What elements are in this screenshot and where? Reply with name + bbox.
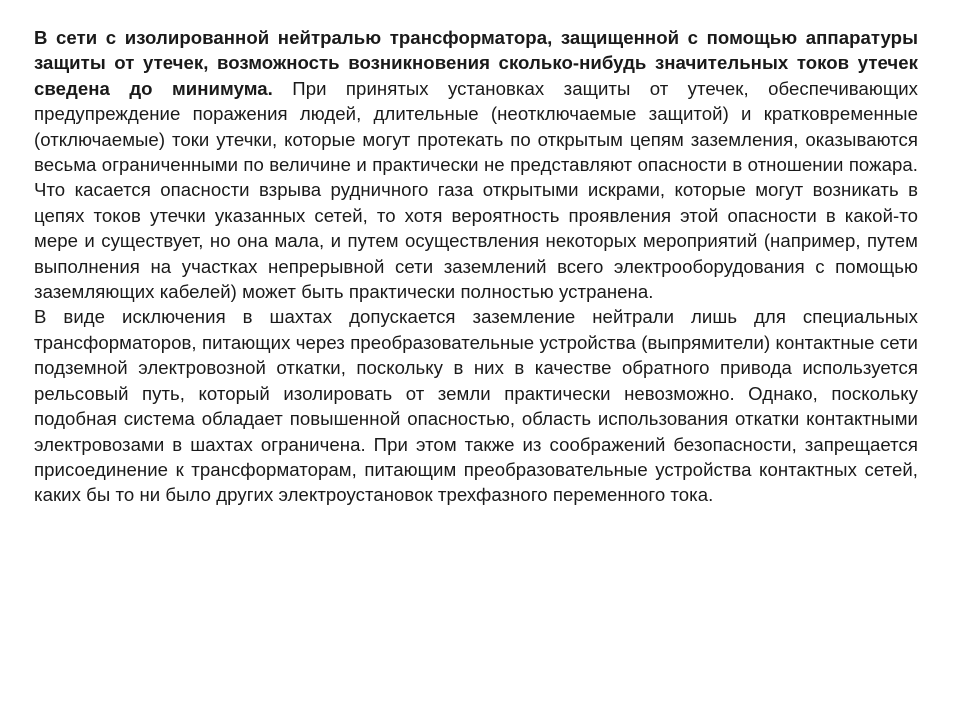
paragraph-1-bold-lead: В сети с изолированной нейтралью трансформатора, защищенной с помощью аппаратуры защиты от утечек, возможность возникновения сколько-нибудь значительных токов утечек сведена до минимума. bbox=[34, 27, 918, 99]
paragraph-1 bbox=[34, 25, 918, 304]
slide-text-body bbox=[34, 25, 918, 508]
paragraph-2-text: В виде исключения в шахтах допускается заземление нейтрали лишь для специальных трансформаторов, питающих через преобразовательные устройства (выпрямители) контактные сети подземной электровозной откатки, поскольку в них в качестве обратного привода используется рельсовый путь, который изолировать от земли практически невозможно. Однако, поскольку подобная система обладает повышенной опасностью, область использования откатки контактными электровозами в шахтах ограничена. При этом также из соображений безопасности, запрещается присоединение к трансформаторам, питающим преобразовательные устройства контактных сетей, каких бы то ни было других электроустановок трехфазного переменного тока. bbox=[34, 306, 918, 506]
paragraph-1-text: При принятых установках защиты от утечек, обеспечивающих предупреждение поражения людей, длительные (неотключаемые защитой) и кратковременные (отключаемые) токи утечки, которые могут протекать по открытым цепям заземления, оказываются весьма ограниченными по величине и практически не представляют опасности в отношении пожара. Что касается опасности взрыва рудничного газа открытыми искрами, которые могут возникать в цепях токов утечки указанных сетей, то хотя вероятность проявления этой опасности в какой-то мере и существует, но она мала, и путем осуществления некоторых мероприятий (например, путем выполнения на участках непрерывной сети заземлений всего электрооборудования с помощью заземляющих кабелей) может быть практически полностью устранена. bbox=[34, 77, 919, 303]
paragraph-2 bbox=[34, 304, 918, 507]
